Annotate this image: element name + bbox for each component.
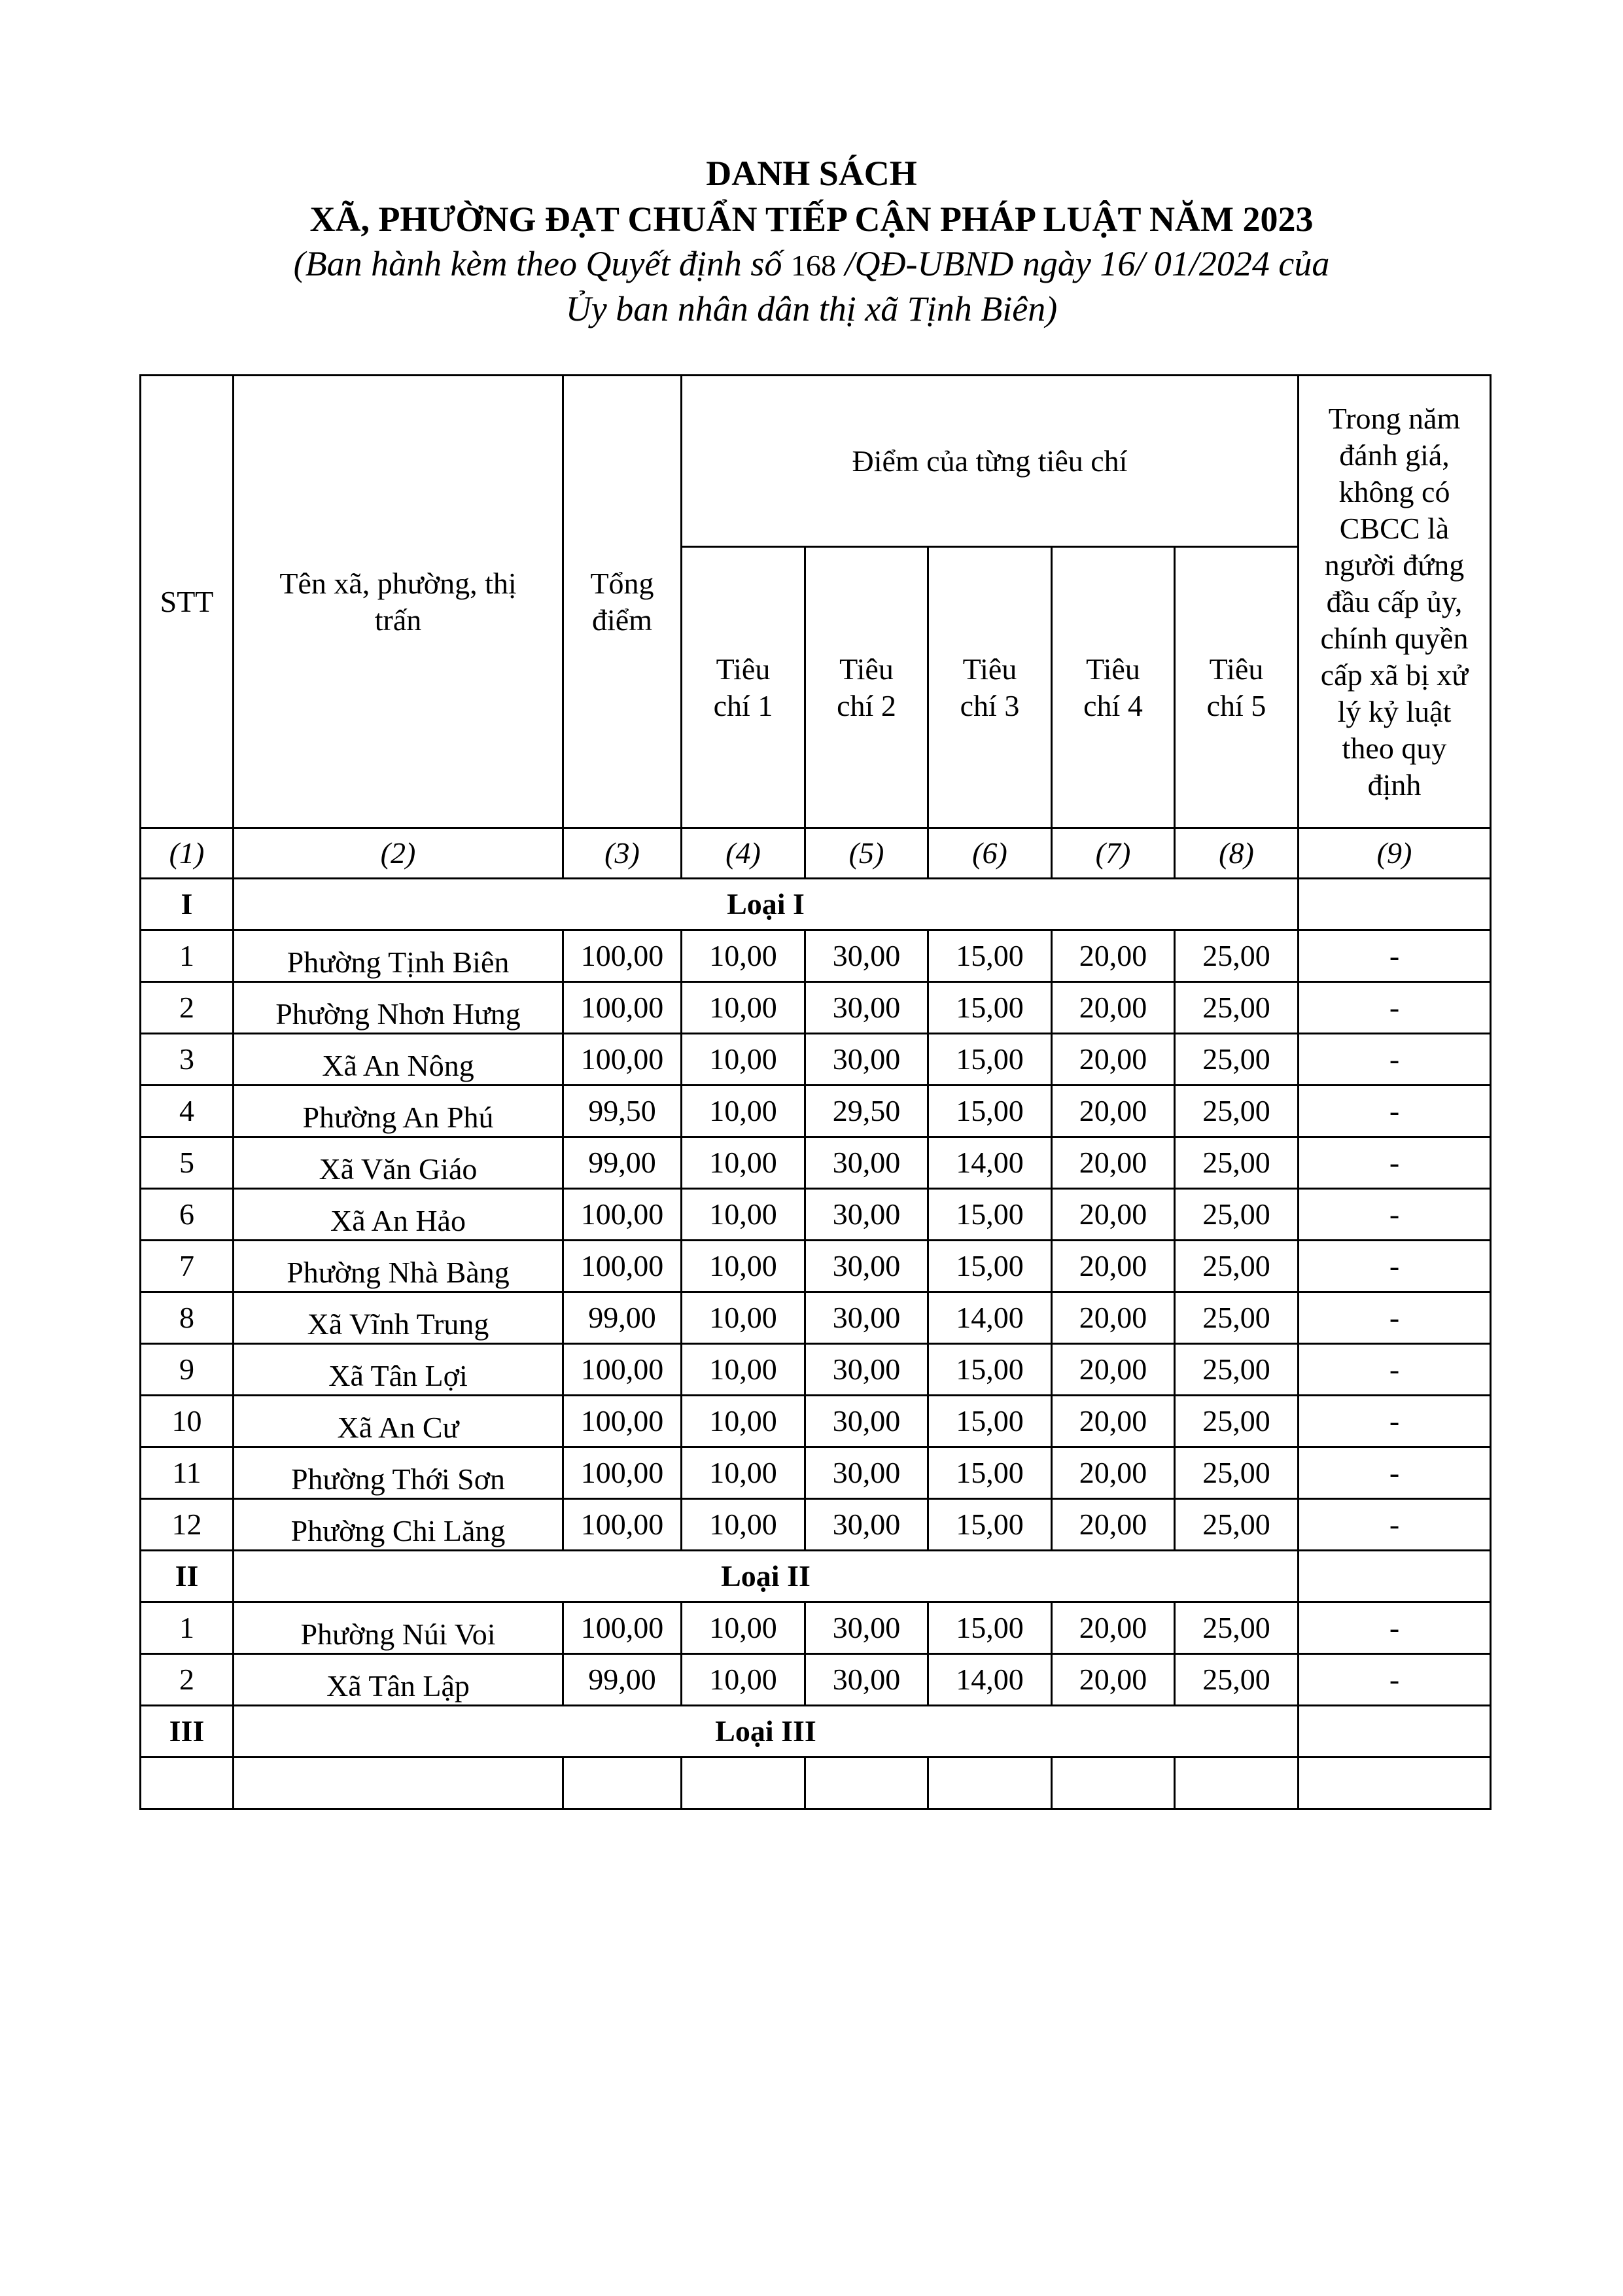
table-row	[141, 1292, 1491, 1344]
row-total: 99,00	[563, 1137, 682, 1189]
row-criterion-3: 14,00	[928, 1292, 1052, 1344]
document-subtitle-line-2: Ủy ban nhân dân thị xã Tịnh Biên)	[565, 289, 1058, 328]
column-index: (3)	[563, 828, 682, 879]
row-criterion-4: 20,00	[1052, 1499, 1175, 1551]
row-criterion-1: 10,00	[682, 1499, 805, 1551]
empty-cell	[682, 1757, 805, 1809]
row-stt: 3	[141, 1034, 234, 1086]
table-row	[141, 1447, 1491, 1499]
group-row	[141, 1706, 1491, 1757]
table-row	[141, 1344, 1491, 1396]
row-criterion-1: 10,00	[682, 1602, 805, 1654]
table-row	[141, 930, 1491, 982]
row-discipline: -	[1299, 1344, 1491, 1396]
table-row	[141, 1499, 1491, 1551]
row-criterion-1: 10,00	[682, 1086, 805, 1137]
row-name: Phường Chi Lăng	[234, 1499, 563, 1551]
group-label: Loại II	[234, 1551, 1299, 1602]
row-total: 100,00	[563, 1189, 682, 1241]
empty-cell	[805, 1757, 928, 1809]
row-discipline: -	[1299, 1292, 1491, 1344]
row-criterion-2: 30,00	[805, 1654, 928, 1706]
document-header	[0, 150, 1623, 330]
header-criterion-5: Tiêu chí 5	[1175, 547, 1299, 828]
row-criterion-2: 30,00	[805, 1034, 928, 1086]
group-empty-cell	[1299, 1551, 1491, 1602]
row-criterion-5: 25,00	[1175, 1344, 1299, 1396]
row-criterion-5: 25,00	[1175, 1189, 1299, 1241]
document-title-line-2: XÃ, PHƯỜNG ĐẠT CHUẨN TIẾP CẬN PHÁP LUẬT NĂM 2023	[309, 200, 1314, 239]
row-discipline: -	[1299, 1654, 1491, 1706]
row-criterion-4: 20,00	[1052, 1189, 1175, 1241]
row-criterion-2: 30,00	[805, 1137, 928, 1189]
row-stt: 5	[141, 1137, 234, 1189]
row-name: Phường Nhơn Hưng	[234, 982, 563, 1034]
row-name: Xã Vĩnh Trung	[234, 1292, 563, 1344]
row-criterion-1: 10,00	[682, 1241, 805, 1292]
row-criterion-4: 20,00	[1052, 930, 1175, 982]
row-criterion-4: 20,00	[1052, 982, 1175, 1034]
row-stt: 9	[141, 1344, 234, 1396]
column-index: (9)	[1299, 828, 1491, 879]
empty-cell	[141, 1757, 234, 1809]
row-stt: 1	[141, 930, 234, 982]
row-total: 100,00	[563, 1396, 682, 1447]
row-total: 100,00	[563, 1602, 682, 1654]
row-total: 100,00	[563, 1034, 682, 1086]
row-criterion-5: 25,00	[1175, 1602, 1299, 1654]
row-criterion-3: 15,00	[928, 1447, 1052, 1499]
column-index: (4)	[682, 828, 805, 879]
row-total: 100,00	[563, 930, 682, 982]
row-criterion-2: 30,00	[805, 1499, 928, 1551]
row-stt: 6	[141, 1189, 234, 1241]
table-row	[141, 1034, 1491, 1086]
row-stt: 4	[141, 1086, 234, 1137]
row-total: 100,00	[563, 1499, 682, 1551]
row-criterion-2: 30,00	[805, 1447, 928, 1499]
header-discipline: Trong năm đánh giá, không có CBCC là người đứng đầu cấp ủy, chính quyền cấp xã bị xử lý kỷ luật theo quy định	[1299, 376, 1491, 828]
header-stt: STT	[141, 376, 234, 828]
group-row	[141, 1551, 1491, 1602]
row-criterion-3: 15,00	[928, 1189, 1052, 1241]
row-criterion-1: 10,00	[682, 1034, 805, 1086]
row-criterion-1: 10,00	[682, 1654, 805, 1706]
row-name: Phường Nhà Bàng	[234, 1241, 563, 1292]
decision-number: 168	[790, 249, 836, 282]
group-label: Loại III	[234, 1706, 1299, 1757]
row-criterion-5: 25,00	[1175, 1241, 1299, 1292]
row-discipline: -	[1299, 930, 1491, 982]
row-discipline: -	[1299, 1499, 1491, 1551]
row-discipline: -	[1299, 1189, 1491, 1241]
row-criterion-3: 15,00	[928, 982, 1052, 1034]
row-criterion-1: 10,00	[682, 1344, 805, 1396]
row-name: Phường Núi Voi	[234, 1602, 563, 1654]
header-name: Tên xã, phường, thị trấn	[234, 376, 563, 828]
row-criterion-2: 30,00	[805, 1292, 928, 1344]
row-criterion-4: 20,00	[1052, 1241, 1175, 1292]
row-total: 100,00	[563, 982, 682, 1034]
column-index-row	[141, 828, 1491, 879]
row-criterion-1: 10,00	[682, 930, 805, 982]
row-criterion-4: 20,00	[1052, 1344, 1175, 1396]
row-total: 99,50	[563, 1086, 682, 1137]
header-criterion-3: Tiêu chí 3	[928, 547, 1052, 828]
row-criterion-4: 20,00	[1052, 1137, 1175, 1189]
column-index: (7)	[1052, 828, 1175, 879]
empty-table-row	[141, 1757, 1491, 1809]
row-criterion-2: 30,00	[805, 1189, 928, 1241]
row-name: Phường An Phú	[234, 1086, 563, 1137]
row-criterion-3: 15,00	[928, 1344, 1052, 1396]
row-stt: 7	[141, 1241, 234, 1292]
row-criterion-1: 10,00	[682, 1292, 805, 1344]
table-row	[141, 1189, 1491, 1241]
row-name: Xã Tân Lập	[234, 1654, 563, 1706]
row-total: 100,00	[563, 1241, 682, 1292]
row-criterion-5: 25,00	[1175, 1447, 1299, 1499]
column-index: (6)	[928, 828, 1052, 879]
row-criterion-5: 25,00	[1175, 1654, 1299, 1706]
empty-cell	[1299, 1757, 1491, 1809]
row-criterion-3: 15,00	[928, 1086, 1052, 1137]
row-criterion-4: 20,00	[1052, 1034, 1175, 1086]
row-criterion-1: 10,00	[682, 1137, 805, 1189]
row-criterion-3: 15,00	[928, 930, 1052, 982]
row-name: Xã An Hảo	[234, 1189, 563, 1241]
row-discipline: -	[1299, 1086, 1491, 1137]
group-roman: II	[141, 1551, 234, 1602]
row-discipline: -	[1299, 1602, 1491, 1654]
row-stt: 2	[141, 982, 234, 1034]
row-criterion-4: 20,00	[1052, 1447, 1175, 1499]
row-criterion-5: 25,00	[1175, 1137, 1299, 1189]
group-roman: I	[141, 879, 234, 930]
row-criterion-3: 15,00	[928, 1241, 1052, 1292]
row-discipline: -	[1299, 1396, 1491, 1447]
row-discipline: -	[1299, 1241, 1491, 1292]
row-discipline: -	[1299, 1447, 1491, 1499]
subtitle-part-2: /QĐ-UBND ngày 16/ 01/2024 của	[835, 244, 1330, 283]
header-criterion-1: Tiêu chí 1	[682, 547, 805, 828]
table-row	[141, 1602, 1491, 1654]
column-index: (8)	[1175, 828, 1299, 879]
row-criterion-2: 29,50	[805, 1086, 928, 1137]
row-criterion-4: 20,00	[1052, 1086, 1175, 1137]
table-row	[141, 1654, 1491, 1706]
row-criterion-3: 15,00	[928, 1602, 1052, 1654]
row-criterion-5: 25,00	[1175, 982, 1299, 1034]
empty-cell	[234, 1757, 563, 1809]
table-row	[141, 1137, 1491, 1189]
row-criterion-2: 30,00	[805, 1602, 928, 1654]
row-stt: 8	[141, 1292, 234, 1344]
empty-cell	[1175, 1757, 1299, 1809]
table-row	[141, 1396, 1491, 1447]
group-row	[141, 879, 1491, 930]
row-discipline: -	[1299, 1034, 1491, 1086]
row-discipline: -	[1299, 1137, 1491, 1189]
row-name: Phường Tịnh Biên	[234, 930, 563, 982]
row-criterion-3: 14,00	[928, 1137, 1052, 1189]
row-criterion-3: 15,00	[928, 1499, 1052, 1551]
row-total: 99,00	[563, 1292, 682, 1344]
row-criterion-2: 30,00	[805, 1344, 928, 1396]
row-criterion-5: 25,00	[1175, 1396, 1299, 1447]
row-criterion-3: 15,00	[928, 1396, 1052, 1447]
row-criterion-1: 10,00	[682, 1447, 805, 1499]
row-criterion-5: 25,00	[1175, 1086, 1299, 1137]
row-stt: 2	[141, 1654, 234, 1706]
group-empty-cell	[1299, 879, 1491, 930]
row-criterion-1: 10,00	[682, 1189, 805, 1241]
row-name: Phường Thới Sơn	[234, 1447, 563, 1499]
row-criterion-3: 15,00	[928, 1034, 1052, 1086]
empty-cell	[563, 1757, 682, 1809]
group-roman: III	[141, 1706, 234, 1757]
column-index: (1)	[141, 828, 234, 879]
row-criterion-2: 30,00	[805, 930, 928, 982]
row-criterion-2: 30,00	[805, 1396, 928, 1447]
row-criterion-4: 20,00	[1052, 1292, 1175, 1344]
row-criterion-5: 25,00	[1175, 1292, 1299, 1344]
table-row	[141, 982, 1491, 1034]
row-criterion-4: 20,00	[1052, 1396, 1175, 1447]
row-name: Xã An Cư	[234, 1396, 563, 1447]
row-criterion-2: 30,00	[805, 982, 928, 1034]
header-criterion-2: Tiêu chí 2	[805, 547, 928, 828]
row-stt: 1	[141, 1602, 234, 1654]
row-criterion-1: 10,00	[682, 1396, 805, 1447]
row-criterion-2: 30,00	[805, 1241, 928, 1292]
row-criterion-3: 14,00	[928, 1654, 1052, 1706]
group-label: Loại I	[234, 879, 1299, 930]
row-total: 100,00	[563, 1344, 682, 1396]
header-criteria-group: Điểm của từng tiêu chí	[682, 376, 1299, 547]
row-total: 100,00	[563, 1447, 682, 1499]
row-stt: 11	[141, 1447, 234, 1499]
column-index: (5)	[805, 828, 928, 879]
row-criterion-1: 10,00	[682, 982, 805, 1034]
results-table	[139, 374, 1492, 1810]
subtitle-part-1: (Ban hành kèm theo Quyết định số	[293, 244, 791, 283]
row-name: Xã Tân Lợi	[234, 1344, 563, 1396]
row-criterion-4: 20,00	[1052, 1654, 1175, 1706]
row-stt: 10	[141, 1396, 234, 1447]
row-criterion-5: 25,00	[1175, 930, 1299, 982]
document-title: DANH SÁCH	[706, 154, 917, 193]
table-row	[141, 1241, 1491, 1292]
empty-cell	[928, 1757, 1052, 1809]
table-row	[141, 1086, 1491, 1137]
row-stt: 12	[141, 1499, 234, 1551]
row-discipline: -	[1299, 982, 1491, 1034]
header-total: Tổng điểm	[563, 376, 682, 828]
row-criterion-5: 25,00	[1175, 1499, 1299, 1551]
group-empty-cell	[1299, 1706, 1491, 1757]
row-name: Xã An Nông	[234, 1034, 563, 1086]
header-criterion-4: Tiêu chí 4	[1052, 547, 1175, 828]
document-subtitle	[0, 242, 1623, 287]
row-criterion-5: 25,00	[1175, 1034, 1299, 1086]
row-criterion-4: 20,00	[1052, 1602, 1175, 1654]
row-name: Xã Văn Giáo	[234, 1137, 563, 1189]
column-index: (2)	[234, 828, 563, 879]
row-total: 99,00	[563, 1654, 682, 1706]
empty-cell	[1052, 1757, 1175, 1809]
